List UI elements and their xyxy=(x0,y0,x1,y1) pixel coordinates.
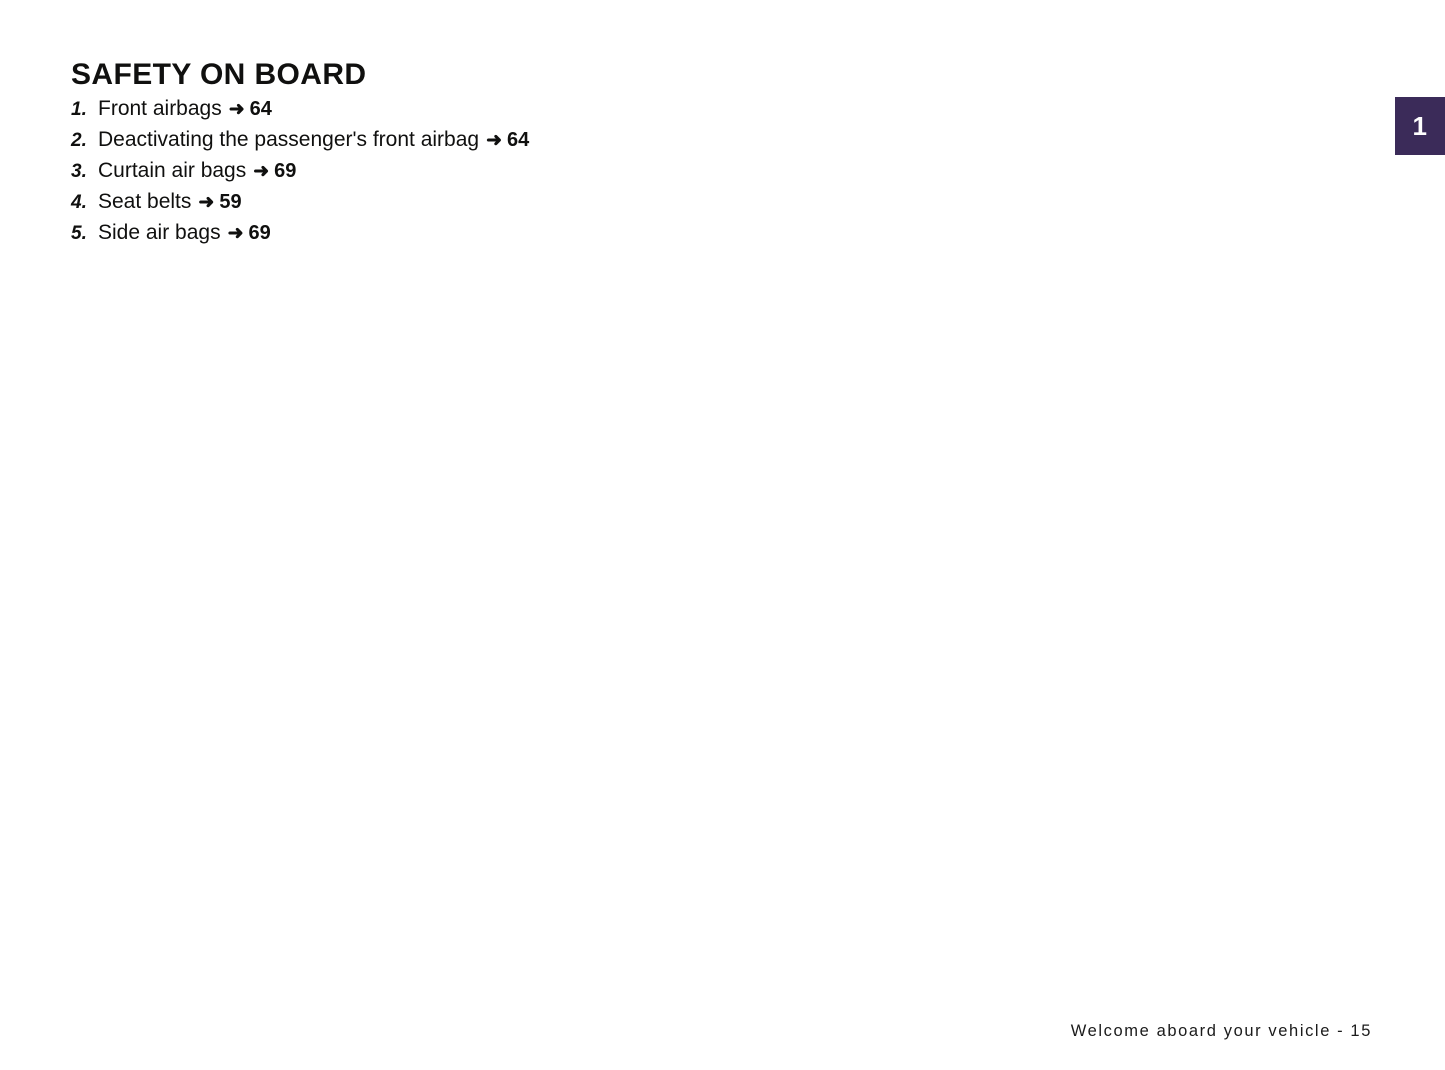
list-item[interactable] xyxy=(71,160,1271,181)
page-title: SAFETY ON BOARD xyxy=(71,58,367,92)
list-item-page: 59 xyxy=(219,191,242,213)
list-item-number: 3. xyxy=(71,161,87,182)
list-item-number: 4. xyxy=(71,192,87,213)
list-item-label: Front airbags xyxy=(98,97,222,120)
list-item-label: Seat belts xyxy=(98,190,192,213)
list-item-label: Deactivating the passenger's front airbag xyxy=(98,128,480,151)
list-item-page: 64 xyxy=(249,98,272,120)
arrow-right-icon: ➜ xyxy=(486,130,502,151)
list-item-number: 1. xyxy=(71,99,87,120)
list-item-number: 2. xyxy=(71,130,87,151)
list-item-page: 69 xyxy=(274,160,297,182)
list-item[interactable] xyxy=(71,222,1271,243)
arrow-right-icon: ➜ xyxy=(198,192,215,213)
list-item[interactable] xyxy=(71,129,1271,150)
table-of-contents xyxy=(71,98,1271,253)
arrow-right-icon: ➜ xyxy=(253,161,270,182)
list-item[interactable] xyxy=(71,98,1271,119)
list-item-page: 69 xyxy=(248,222,271,244)
chapter-tab: 1 xyxy=(1395,97,1445,155)
page-footer: Welcome aboard your vehicle - 15 xyxy=(1070,1022,1372,1040)
arrow-right-icon: ➜ xyxy=(227,223,244,244)
list-item[interactable] xyxy=(71,191,1271,212)
list-item-number: 5. xyxy=(71,223,87,244)
arrow-right-icon: ➜ xyxy=(228,99,245,120)
list-item-label: Side air bags xyxy=(98,221,221,244)
list-item-page: 64 xyxy=(507,129,530,151)
list-item-label: Curtain air bags xyxy=(98,159,247,182)
